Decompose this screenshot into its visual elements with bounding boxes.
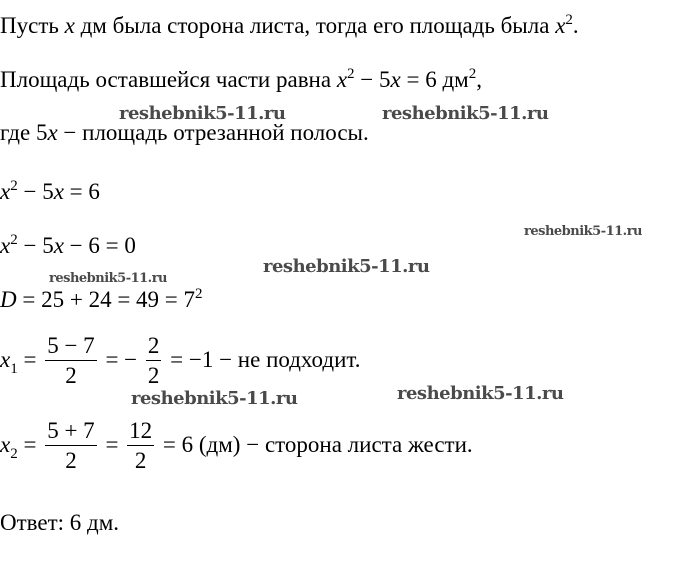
line-7 xyxy=(0,334,360,390)
denominator: 2 xyxy=(127,445,154,473)
answer-text: Ответ: 6 дм. xyxy=(0,510,120,535)
numerator: 12 xyxy=(129,418,153,443)
text: − 6 = 0 xyxy=(63,233,136,258)
line-8 xyxy=(0,419,473,475)
subscript: 2 xyxy=(10,446,18,463)
text: = xyxy=(105,432,119,458)
text: − 5 xyxy=(17,233,54,258)
line-1 xyxy=(0,14,579,37)
text: где 5 xyxy=(0,120,48,145)
exponent: 2 xyxy=(10,178,18,194)
variable: x xyxy=(0,179,11,204)
line-5 xyxy=(0,234,136,257)
variable: x xyxy=(390,67,401,92)
text: = 25 + 24 = 49 = 7 xyxy=(16,287,196,312)
fraction xyxy=(45,333,96,389)
watermark: reshebnik5-11.ru xyxy=(263,256,430,277)
variable: x xyxy=(53,233,64,258)
watermark: reshebnik5-11.ru xyxy=(524,224,643,239)
denominator: 2 xyxy=(45,360,96,388)
text: − 5 xyxy=(17,179,54,204)
line-4 xyxy=(0,180,100,203)
variable: x xyxy=(0,347,11,373)
denominator: 2 xyxy=(45,445,96,473)
text: , xyxy=(476,67,482,92)
text: = −1 − не подходит. xyxy=(164,347,361,373)
text: = xyxy=(17,432,37,458)
variable: D xyxy=(0,287,17,312)
exponent: 2 xyxy=(565,12,573,28)
denominator: 2 xyxy=(146,360,162,388)
text: − 5 xyxy=(354,67,391,92)
fraction xyxy=(146,333,162,389)
variable: x xyxy=(555,13,566,38)
watermark: reshebnik5-11.ru xyxy=(382,103,549,124)
fraction xyxy=(45,418,96,474)
watermark: reshebnik5-11.ru xyxy=(397,383,564,404)
variable: x xyxy=(0,233,11,258)
subscript: 1 xyxy=(10,361,18,378)
exponent: 2 xyxy=(347,66,355,82)
numerator: 5 − 7 xyxy=(47,333,95,358)
text: дм была сторона листа, тогда его площадь была xyxy=(74,13,556,38)
variable: x xyxy=(336,67,348,92)
numerator: 2 xyxy=(147,333,160,358)
watermark: reshebnik5-11.ru xyxy=(131,388,298,409)
text: Пусть xyxy=(0,13,65,38)
text: = 6 (дм) − сторона листа жести. xyxy=(157,432,473,458)
fraction xyxy=(127,418,154,474)
numerator: 5 + 7 xyxy=(47,418,95,443)
line-9 xyxy=(0,511,119,534)
text: = − xyxy=(105,347,138,373)
watermark: reshebnik5-11.ru xyxy=(119,103,286,124)
text: = 6 дм xyxy=(400,67,469,92)
variable: x xyxy=(64,13,75,38)
exponent: 2 xyxy=(195,286,203,302)
exponent: 2 xyxy=(10,232,18,248)
watermark: reshebnik5-11.ru xyxy=(49,271,168,286)
line-3 xyxy=(0,121,369,144)
variable: x xyxy=(53,179,64,204)
text: = xyxy=(17,347,37,373)
line-2 xyxy=(0,68,482,91)
line-6 xyxy=(0,288,203,311)
exponent: 2 xyxy=(468,66,477,82)
text: − площадь отрезанной полосы. xyxy=(57,120,369,145)
text: . xyxy=(572,13,579,38)
text: Площадь оставшейся части равна xyxy=(0,67,337,92)
variable: x xyxy=(0,432,11,458)
text: = 6 xyxy=(63,179,100,204)
variable: x xyxy=(47,120,58,145)
